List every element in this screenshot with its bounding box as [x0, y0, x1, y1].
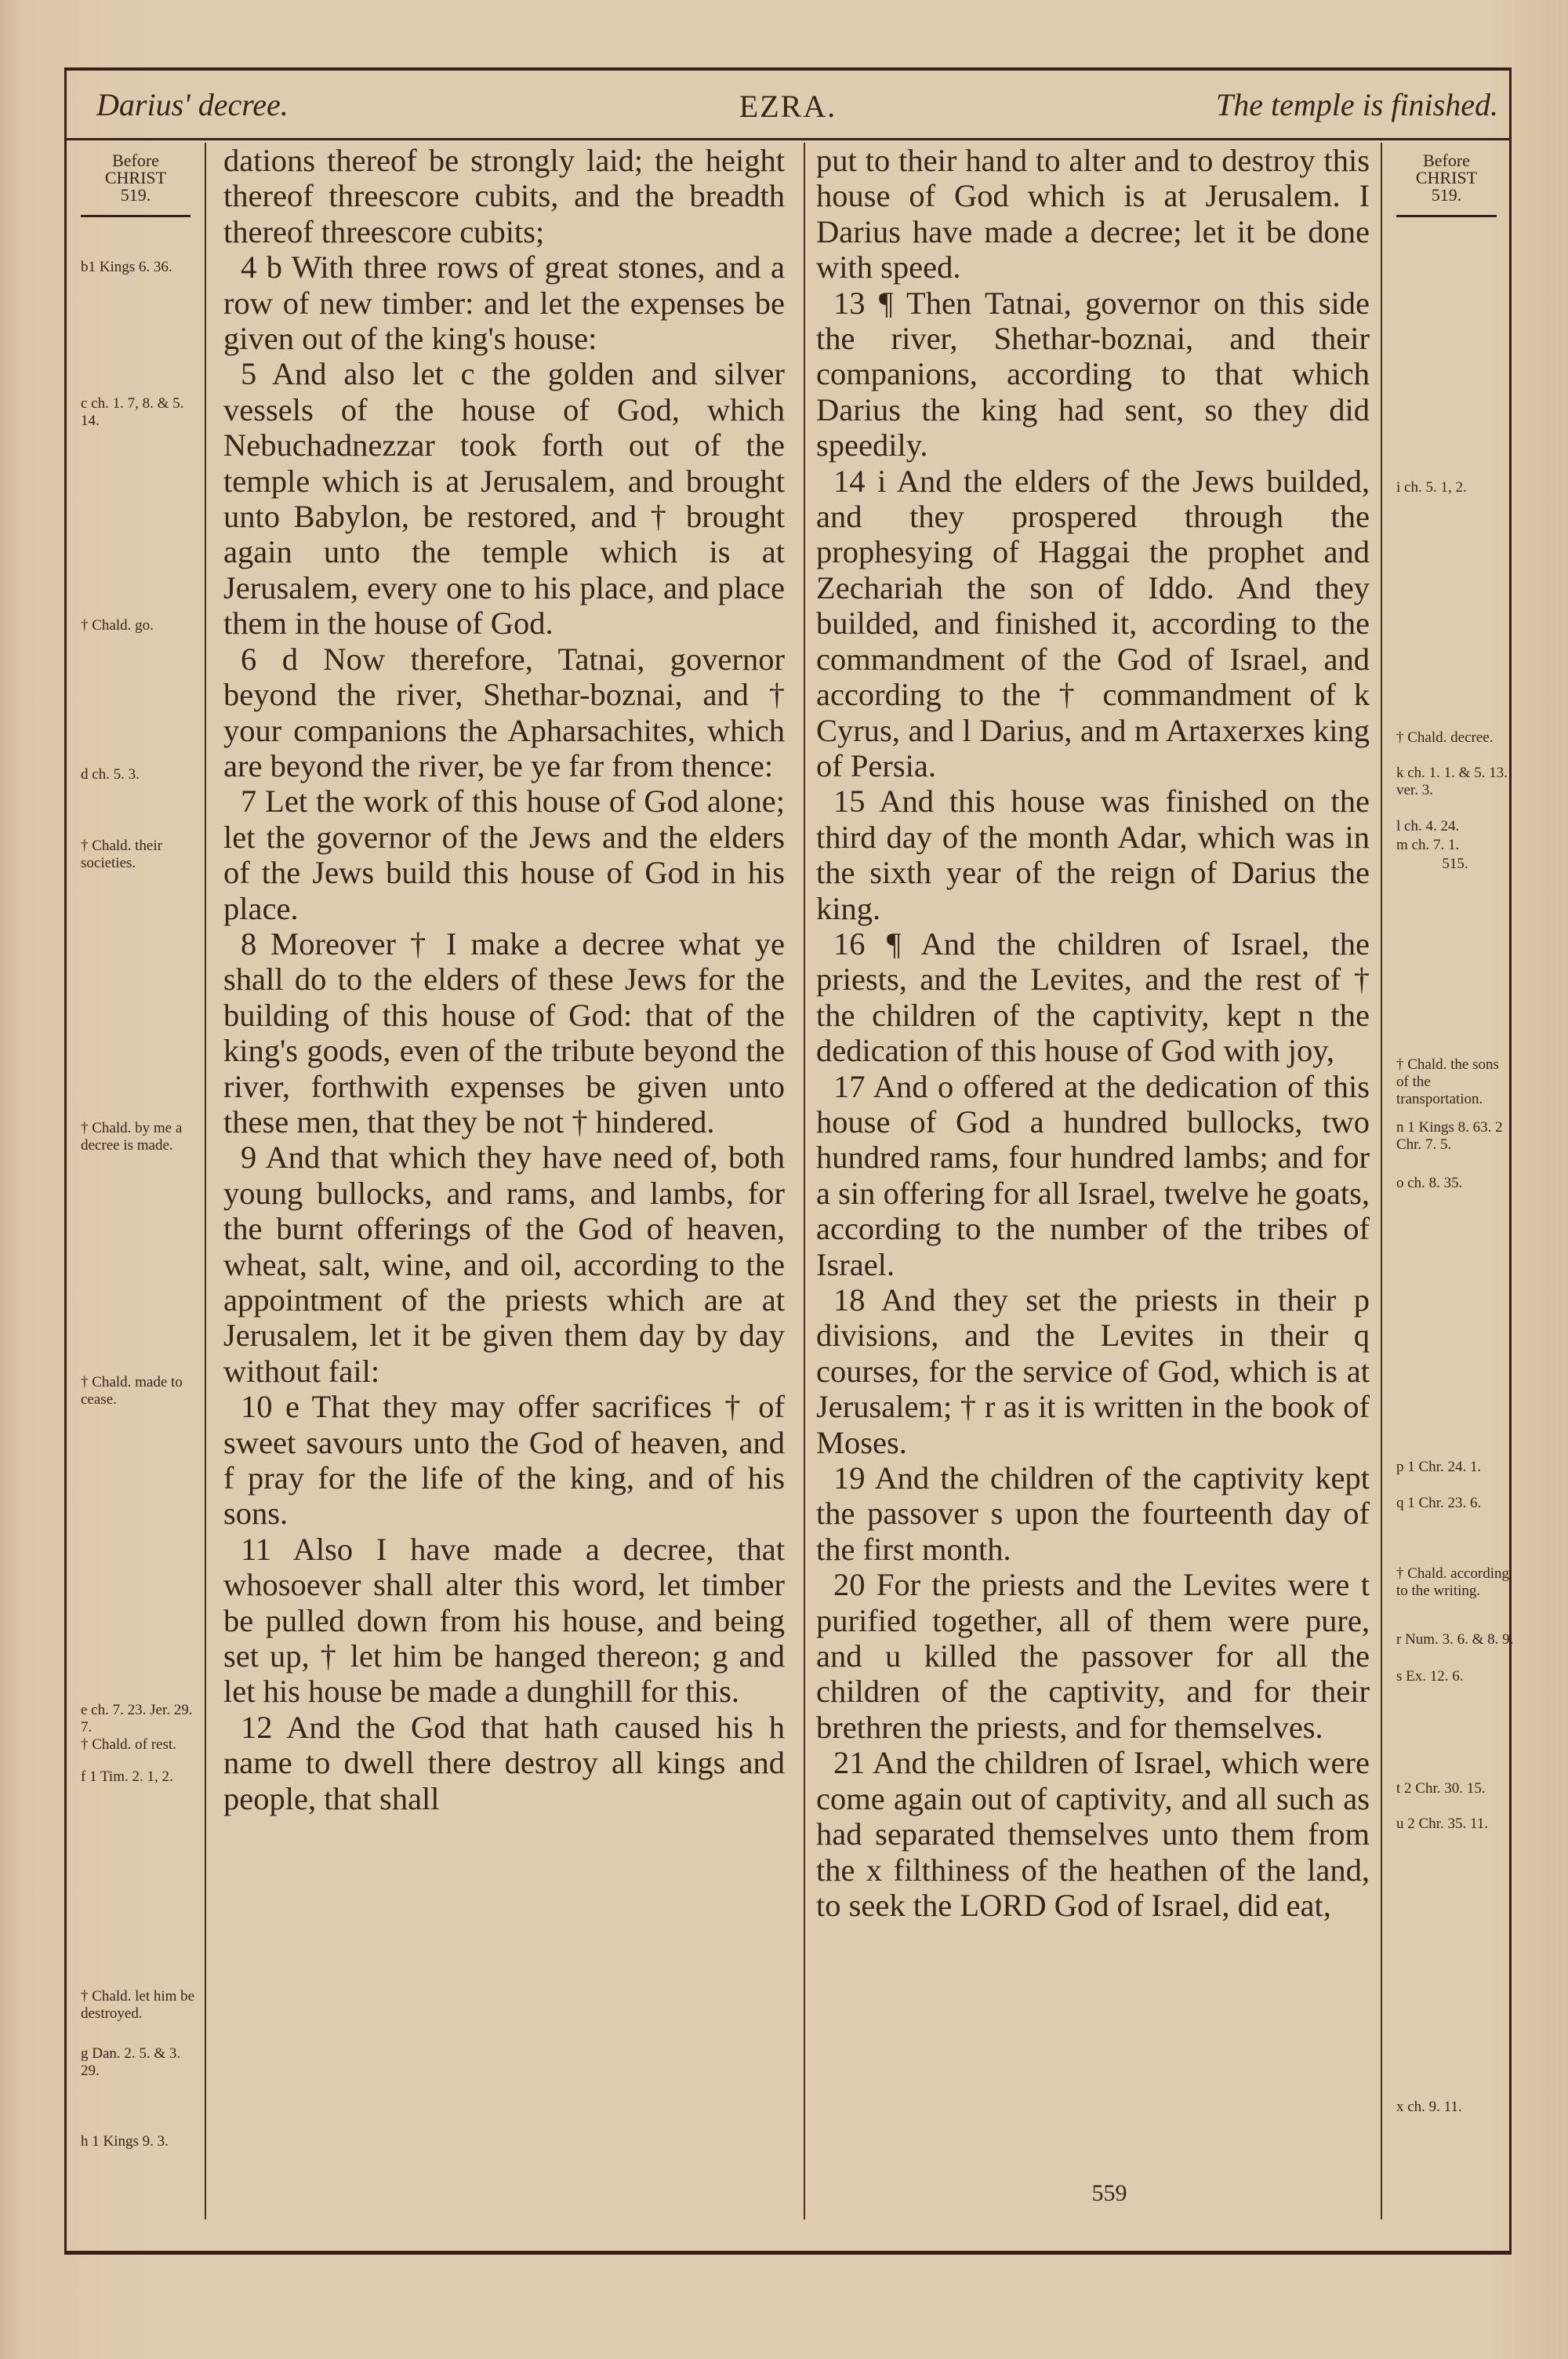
verse-10: 10 e That they may offer sacrifices † of sweet savours unto the God of heaven, and f pray for the life of the king, and of his sons. [223, 1389, 786, 1532]
verse-8: 8 Moreover † I make a decree what ye shall do to the elders of these Jews for the building of this house of God: that of the king's goods, even of the tribute beyond the river, forthwith expenses be given unto these men, that they be not † hindered. [223, 925, 786, 1140]
margin-note: i ch. 5. 1, 2. [1396, 479, 1467, 496]
verse-17: 17 And o offered at the dedication of this house of God a hundred bullocks, two hundred rams, four hundred lambs; and for a sin offering for all Israel, twelve he goats, according to the number of the tribes of Israel. [816, 1068, 1370, 1282]
era-label-right [1396, 152, 1497, 217]
page-number: 559 [1091, 2180, 1127, 2206]
verse-19: 19 And the children of the captivity kept the passover s upon the fourteenth day of the first month. [816, 1460, 1370, 1567]
running-head-left: Darius' decree. [96, 87, 289, 122]
running-head-right: The temple is finished. [1216, 87, 1498, 122]
verse-9: 9 And that which they have need of, both young bullocks, and rams, and lambs, for the burnt offerings of the God of heaven, wheat, salt, wine, and oil, according to the appointment of the priests which are at Jerusalem, let it be given them day by day without fail: [223, 1140, 786, 1389]
margin-note: c ch. 1. 7, 8. & 5. 14. [81, 395, 184, 429]
era-before: Before [1423, 151, 1470, 170]
verse-7: 7 Let the work of this house of God alone; let the governor of the Jews and the elders of the Jews build this house of God in his place. [223, 783, 786, 926]
era-christ: CHRIST [1415, 168, 1478, 187]
margin-note: o ch. 8. 35. [1396, 1175, 1463, 1191]
verse-continuation: dations thereof be strongly laid; the height thereof threescore cubits, and the breadth thereof threescore cubits; [223, 143, 785, 249]
verse-12-continuation: put to their hand to alter and to destroy this house of God which is at Jerusalem. I Darius have made a decree; let it be done with speed. [816, 143, 1370, 285]
margin-note: d ch. 5. 3. [81, 766, 140, 783]
margin-note: † Chald. let him be destroyed. [81, 1988, 195, 2022]
verse-16: 16 ¶ And the children of Israel, the priests, and the Levites, and the rest of † the children of the captivity, kept n the dedication of this house of God with joy, [816, 925, 1370, 1069]
margin-note: r Num. 3. 6. & 8. 9. [1396, 1631, 1514, 1648]
left-margin-notes [67, 143, 206, 2219]
verse-11: 11 Also I have made a decree, that whosoever shall alter this word, let timber be pulled down from his house, and being set up, † let him be hanged thereon; g and let his house be made a dunghill for this. [223, 1531, 786, 1710]
margin-note: b1 Kings 6. 36. [81, 259, 172, 275]
page-frame [64, 67, 1512, 2255]
era-year: 519. [120, 185, 151, 205]
margin-note: l ch. 4. 24. [1396, 818, 1460, 834]
margin-note: h 1 Kings 9. 3. [81, 2133, 169, 2150]
verse-15: 15 And this house was finished on the third day of the month Adar, which was in the sixth year of the reign of Darius the king. [816, 783, 1370, 926]
text-column-1 [223, 143, 785, 1816]
verse-20: 20 For the priests and the Levites were t purified together, all of them were pure, and u killed the passover for all the children of the captivity, and for their brethren the priests, and for themselves. [816, 1567, 1370, 1745]
verse-5: 5 And also let c the golden and silver vessels of the house of God, which Nebuchadnezzar took forth out of the temple which is at Jerusalem, and brought unto Babylon, be restored, and † brought again unto the temple which is at Jerusalem, every one to his place, and place them in the house of God. [223, 356, 785, 642]
margin-note: † Chald. the sons of the transportation. [1396, 1056, 1499, 1107]
era-year: 519. [1431, 185, 1462, 205]
margin-note: † Chald. decree. [1396, 729, 1494, 746]
margin-note: † Chald. made to cease. [81, 1374, 183, 1408]
right-margin-notes [1381, 143, 1514, 2219]
verse-14: 14 i And the elders of the Jews builded, and they prospered through the prophesying of Haggai the prophet and Zechariah the son of Iddo. And they builded, and finished it, according to the commandment of the God of Israel, and according to the † commandment of k Cyrus, and l Darius, and m Artaxerxes king of Persia. [816, 463, 1370, 783]
margin-note: † Chald. go. [81, 617, 154, 634]
margin-note: q 1 Chr. 23. 6. [1396, 1495, 1482, 1511]
margin-note: e ch. 7. 23. Jer. 29. 7. [81, 1702, 193, 1736]
verse-21: 21 And the children of Israel, which were come again out of captivity, and all such as had separated themselves unto them from the x filthiness of the heathen of the land, to seek the LORD God of Israel, did eat, [816, 1745, 1370, 1923]
era-christ: CHRIST [104, 168, 167, 187]
verse-18: 18 And they set the priests in their p divisions, and the Levites in their q courses, for the service of God, which is at Jerusalem; † r as it is written in the book of Moses. [816, 1282, 1370, 1460]
margin-note: n 1 Kings 8. 63. 2 Chr. 7. 5. [1396, 1119, 1503, 1153]
verse-6: 6 d Now therefore, Tatnai, governor beyond the river, Shethar-boznai, and † your companions the Apharsachites, which are beyond the river, be ye far from thence: [223, 641, 785, 783]
margin-note: † Chald. of rest. [81, 1736, 176, 1753]
verse-13: 13 ¶ Then Tatnai, governor on this side the river, Shethar-boznai, and their companions, according to that which Darius the king had sent, so they did speedily. [816, 285, 1370, 463]
margin-note: f 1 Tim. 2. 1, 2. [81, 1768, 173, 1785]
era-label-left [81, 152, 191, 217]
text-column-2 [804, 143, 1370, 2219]
book-title: EZRA. [739, 89, 837, 124]
verse-12: 12 And the God that hath caused his h name to dwell there destroy all kings and people, that shall [223, 1709, 785, 1816]
margin-note: s Ex. 12. 6. [1396, 1668, 1464, 1685]
running-head [67, 71, 1509, 140]
margin-note: x ch. 9. 11. [1396, 2099, 1462, 2115]
margin-note: † Chald. by me a decree is made. [81, 1120, 183, 1154]
verse-4: 4 b With three rows of great stones, and a row of new timber: and let the expenses be given out of the king's house: [223, 249, 786, 357]
margin-note: † Chald. their societies. [81, 838, 162, 871]
margin-note: p 1 Chr. 24. 1. [1396, 1459, 1482, 1475]
margin-note: † Chald. according to the writing. [1396, 1565, 1510, 1599]
margin-note: t 2 Chr. 30. 15. [1396, 1780, 1486, 1797]
margin-note: u 2 Chr. 35. 11. [1396, 1816, 1488, 1832]
era-before: Before [112, 151, 159, 170]
margin-note: m ch. 7. 1. [1396, 837, 1460, 853]
margin-note: g Dan. 2. 5. & 3. 29. [81, 2045, 181, 2079]
margin-date: 515. [1442, 856, 1468, 872]
margin-note: k ch. 1. 1. & 5. 13. ver. 3. [1396, 765, 1508, 798]
